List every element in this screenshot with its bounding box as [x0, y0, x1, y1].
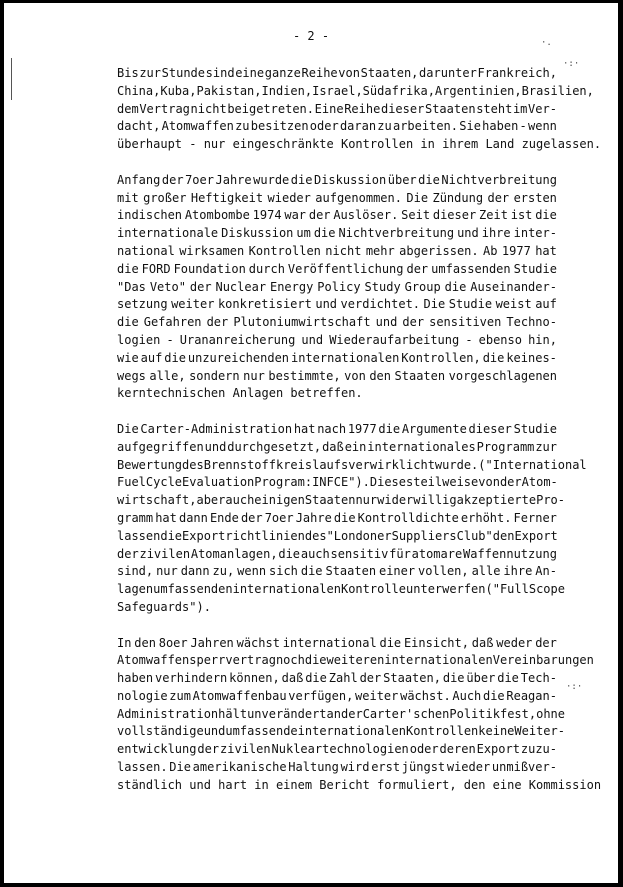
text-line: lassen. Die amerikanische Haltung wird erst jüngst wieder unmißver- [117, 760, 557, 775]
page-number: - 2 - [292, 29, 330, 43]
text-line: Administration hält unverändert an der Carter'schen Politik fest, ohne [117, 706, 565, 721]
text-line: dacht, Atomwaffen zu besitzen oder daran zu arbeiten. Sie haben - wenn [117, 119, 557, 134]
text-line: setzung weiter konkretisiert und verdichtet. Die Studie weist auf [117, 297, 557, 312]
text-line: kerntechnischen Anlagen betreffen. [117, 386, 363, 401]
margin-mark [11, 58, 12, 100]
text-line: sind, nur dann zu, wenn sich die Staaten einer vollen, alle ihre An- [117, 564, 557, 579]
text-line: wegs alle, sondern nur bestimmte, von den Staaten vorgeschlagenen [117, 368, 557, 383]
text-line: mit großer Heftigkeit wieder aufgenommen. Die Zündung der ersten [117, 190, 557, 205]
text-line: die Gefahren der Plutoniumwirtschaft und der sensitiven Techno- [117, 315, 557, 330]
text-line: die FORD Foundation durch Veröffentlichung der umfassenden Studie [117, 261, 557, 276]
text-line: lagen umfassenden internationalen Kontrolle unterwerfen ("Full Scope [117, 582, 565, 597]
text-line: Die Carter-Administration hat nach 1977 die Argumente dieser Studie [117, 421, 557, 436]
text-line: der zivilen Atomanlagen, die auch sensitiv für atomare Waffennutzung [117, 546, 557, 561]
text-line: überhaupt - nur eingeschränkte Kontrollen in ihrem Land zugelassen. [117, 137, 602, 152]
paragraph [117, 172, 557, 403]
text-line: vollständige und umfassende internationalen Kontrollen keine Weiter- [117, 724, 565, 739]
text-line: logien - Urananreicherung und Wiederaufarbeitung - ebenso hin, [117, 332, 557, 347]
scan-speck: ·:· [566, 682, 583, 692]
paragraph [117, 65, 602, 154]
text-line: In den 8oer Jahren wächst international die Einsicht, daß weder der [117, 635, 557, 650]
text-line: nologie zum Atomwaffenbau verfügen, weiter wächst. Auch die Reagan- [117, 688, 557, 703]
document-page [4, 3, 618, 883]
text-line: indischen Atombombe 1974 war der Auslöser. Seit dieser Zeit ist die [117, 208, 557, 223]
text-line: Fuel Cycle Evaluation Program: INFCE"). Dieses teilweise von der Atom- [117, 475, 558, 490]
text-line: Bis zur Stunde sind eine ganze Reihe von Staaten, darunter Frankreich, [117, 66, 557, 80]
text-line: dem Vertrag nicht beigetreten. Eine Reihe dieser Staaten steht im Ver- [117, 101, 557, 116]
text-line: haben verhindern können, daß die Zahl der Staaten, die über die Tech- [117, 671, 557, 686]
text-line: lassen die Exportrichtlinien des "Londoner Suppliers Club" den Export [117, 528, 558, 543]
text-line: ständlich und hart in einem Bericht formuliert, den eine Kommission [117, 777, 602, 792]
text-line: internationale Diskussion um die Nichtverbreitung und ihre inter- [117, 226, 557, 241]
paragraph [117, 421, 587, 617]
paragraph [117, 635, 602, 795]
text-line: aufgegriffen und durchgesetzt, daß ein internationales Programm zur [117, 439, 557, 454]
text-line: Bewertung des Brennstoffkreislaufs verwirklicht wurde. ("International [117, 457, 587, 472]
text-line: China, Kuba, Pakistan, Indien, Israel, Südafrika, Argentinien, Brasilien, [117, 83, 594, 98]
text-line: "Das Veto" der Nuclear Energy Policy Study Group die Auseinander- [117, 279, 557, 294]
text-line: national wirksamen Kontrollen nicht mehr abgerissen. Ab 1977 hat [117, 243, 557, 258]
text-line: Anfang der 7oer Jahre wurde die Diskussion über die Nichtverbreitung [117, 172, 557, 187]
text-line: Atomwaffensperrvertrag noch die weiteren internationalen Vereinbarungen [117, 653, 594, 668]
scan-speck: ·:· [563, 59, 580, 69]
text-line: Safeguards"). [117, 599, 211, 614]
text-line: entwicklung der zivilen Nukleartechnologien oder deren Export zuzu- [117, 742, 557, 757]
text-line: wie auf die unzureichenden internationalen Kontrollen, die keines- [117, 350, 557, 365]
scan-speck: ·. [541, 38, 552, 48]
body-text [117, 65, 602, 812]
text-line: gramm hat dann Ende der 7oer Jahre die Kontrolldichte erhöht. Ferner [117, 510, 557, 525]
text-line: wirtschaft, aber auch einigen Staaten nur widerwillig akzeptierte Pro- [117, 493, 566, 508]
